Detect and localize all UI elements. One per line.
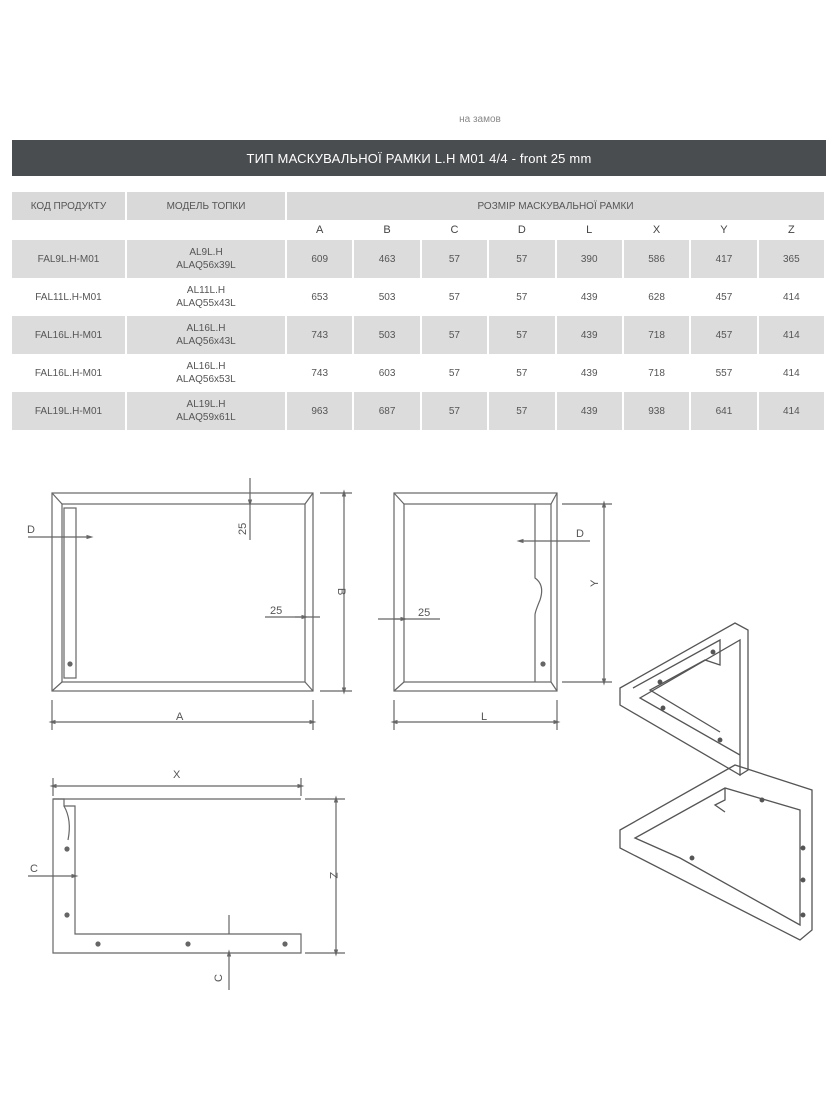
side-bracket (64, 508, 76, 678)
cell-value: 609 (287, 240, 354, 278)
cell-value: 963 (287, 392, 354, 430)
title-text: ТИП МАСКУВАЛЬНОЇ РАМКИ L.H M01 4/4 - front 25 mm (246, 150, 592, 166)
dim-label-c2: C (213, 974, 225, 982)
dim-header: A (287, 220, 354, 240)
cell-value: 628 (624, 278, 691, 316)
dim-label-y: Y (589, 579, 601, 587)
cell-value: 57 (422, 392, 489, 430)
dim-label-25a: 25 (237, 522, 249, 535)
dim-label-l: L (481, 711, 488, 723)
cell-value: 457 (691, 278, 758, 316)
side-inner (404, 504, 551, 682)
cell-model-line1: AL19L.H (186, 399, 226, 410)
cut-heading: на замов (459, 114, 501, 124)
cell-value: 439 (557, 354, 624, 392)
dim-label-x: X (173, 769, 181, 781)
cell-value: 414 (759, 392, 826, 430)
isometric-drawing (620, 623, 812, 940)
iso-lower-frame (620, 765, 812, 940)
cell-value: 57 (422, 278, 489, 316)
cell-value: 503 (354, 278, 421, 316)
cell-value: 938 (624, 392, 691, 430)
cell-model-line2: ALAQ55x43L (176, 298, 236, 309)
cell-value: 586 (624, 240, 691, 278)
cell-model-line1: AL11L.H (186, 285, 226, 296)
cell-value: 57 (422, 240, 489, 278)
cell-model-line2: ALAQ56x53L (176, 374, 236, 385)
cell-value: 57 (422, 316, 489, 354)
top-view-drawing (28, 778, 345, 990)
cell-code: FAL19L.H-M01 (12, 392, 127, 430)
header-model: МОДЕЛЬ ТОПКИ (127, 192, 287, 220)
cell-value: 718 (624, 354, 691, 392)
cell-value: 457 (691, 316, 758, 354)
cell-value: 414 (759, 316, 826, 354)
frame-inner (62, 504, 305, 682)
cell-value: 653 (287, 278, 354, 316)
cell-value: 439 (557, 316, 624, 354)
dim-header: X (624, 220, 691, 240)
cell-value: 57 (489, 354, 556, 392)
cell-value: 743 (287, 316, 354, 354)
frame-outer (52, 493, 313, 691)
cell-value: 57 (422, 354, 489, 392)
cell-value: 57 (489, 278, 556, 316)
dim-label-d2: D (576, 528, 584, 540)
cell-code: FAL16L.H-M01 (12, 316, 127, 354)
cell-value: 57 (489, 240, 556, 278)
cell-value: 365 (759, 240, 826, 278)
dim-label-a: A (176, 711, 184, 723)
dim-header: Y (691, 220, 758, 240)
iso-upper-frame (620, 623, 748, 775)
dim-label-25c: 25 (418, 607, 431, 619)
dim-label-25b: 25 (270, 605, 283, 617)
cell-value: 414 (759, 354, 826, 392)
cell-value: 557 (691, 354, 758, 392)
cell-value: 439 (557, 278, 624, 316)
cell-model-line1: AL16L.H (186, 361, 226, 372)
cell-code: FAL9L.H-M01 (12, 240, 127, 278)
dim-label-d1: D (27, 524, 35, 536)
cell-value: 463 (354, 240, 421, 278)
dim-label-b: B (335, 588, 347, 596)
dim-header: D (489, 220, 556, 240)
cell-value: 57 (489, 392, 556, 430)
cell-code: FAL16L.H-M01 (12, 354, 127, 392)
side-outer (394, 493, 557, 691)
cell-model-line2: ALAQ59x61L (176, 412, 236, 423)
cell-model-line1: AL16L.H (186, 323, 226, 334)
dim-header: L (557, 220, 624, 240)
cell-value: 414 (759, 278, 826, 316)
dim-label-c1: C (30, 863, 38, 875)
top-frame-shape (53, 799, 301, 953)
cell-model-line1: AL9L.H (189, 247, 223, 258)
dim-label-z: Z (327, 872, 339, 879)
front-view-drawing (28, 478, 352, 730)
cell-model-line2: ALAQ56x43L (176, 336, 236, 347)
dim-header: Z (759, 220, 826, 240)
cell-value: 57 (489, 316, 556, 354)
cell-value: 641 (691, 392, 758, 430)
cell-value: 718 (624, 316, 691, 354)
dim-header: B (354, 220, 421, 240)
cell-value: 417 (691, 240, 758, 278)
dim-header: C (422, 220, 489, 240)
cell-value: 743 (287, 354, 354, 392)
header-size: РОЗМІР МАСКУВАЛЬНОЇ РАМКИ (287, 192, 826, 220)
header-code: КОД ПРОДУКТУ (12, 192, 127, 220)
cell-model-line2: ALAQ56x39L (176, 260, 236, 271)
cell-value: 603 (354, 354, 421, 392)
cell-value: 687 (354, 392, 421, 430)
cell-value: 439 (557, 392, 624, 430)
cell-value: 390 (557, 240, 624, 278)
cell-value: 503 (354, 316, 421, 354)
cell-code: FAL11L.H-M01 (12, 278, 127, 316)
